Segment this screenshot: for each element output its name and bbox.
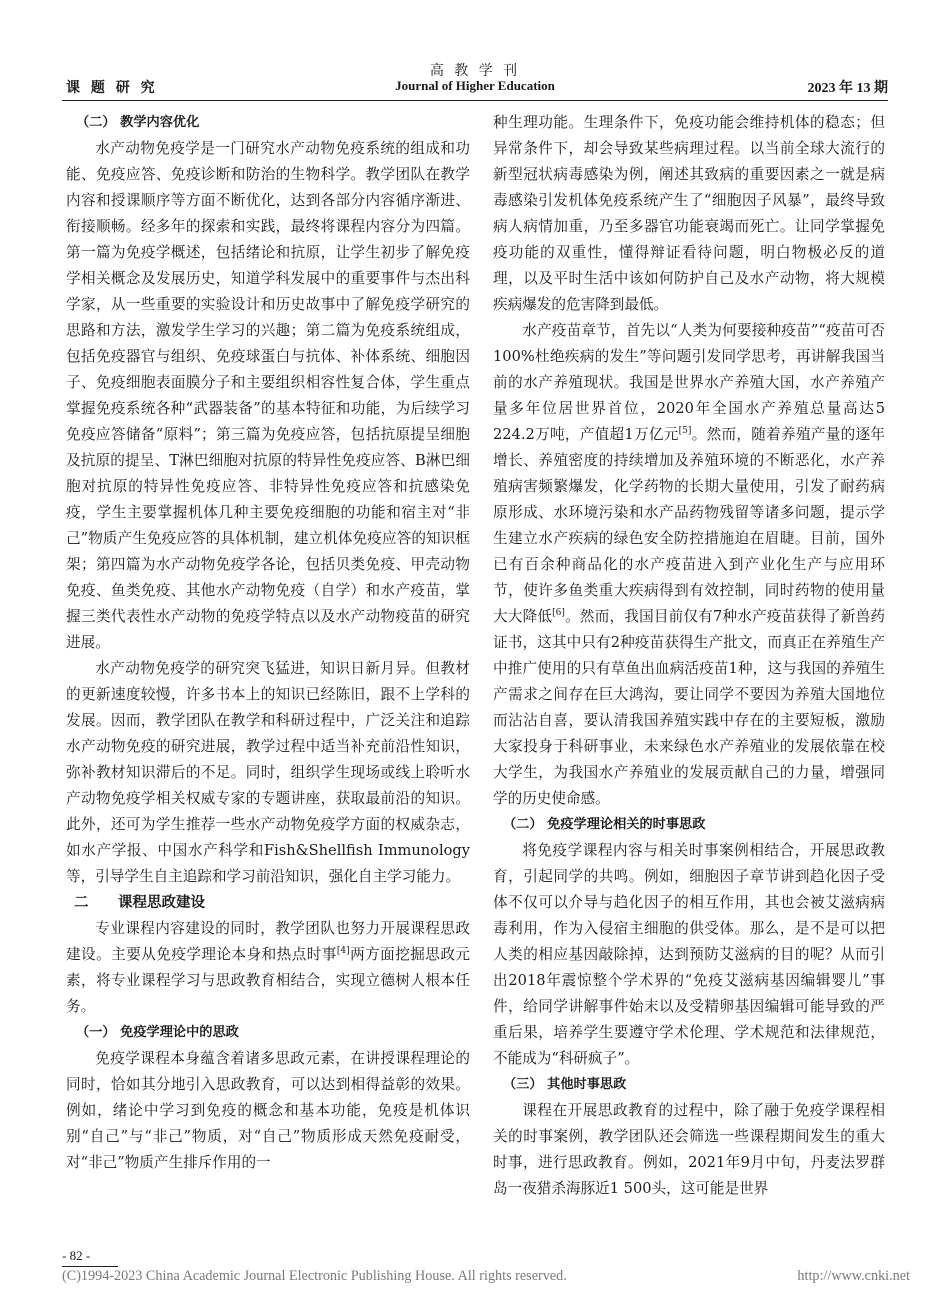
footer-divider [62, 1266, 118, 1267]
heading-text: 课程思政建设 [118, 895, 205, 911]
copyright-footer [62, 1268, 910, 1285]
issue-label: 2023 年 13 期 [807, 81, 888, 96]
section-label: 课 题 研 究 [66, 80, 158, 96]
subheading-theory: （一） 免疫学理论中的思政 [76, 1025, 239, 1040]
paragraph: 专业课程内容建设的同时，教学团队也努力开展课程思政建设。主要从免疫学理论本身和热点时事[4]两方面挖掘思政元素，将专业课程学习与思政教育相结合，实现立德树人根本任务。 [66, 920, 470, 1015]
page-number: - 82 - [62, 1248, 91, 1263]
website-link[interactable]: http://www.cnki.net [797, 1268, 910, 1284]
subheading-teaching-content: （二） 教学内容优化 [76, 115, 200, 130]
subheading-current-events: （二） 免疫学理论相关的时事思政 [503, 817, 706, 832]
page-header [62, 58, 888, 101]
left-column [66, 110, 470, 1176]
heading-number: 二 [74, 895, 89, 911]
right-column [493, 110, 885, 1202]
citation-ref[interactable]: [5] [678, 426, 692, 437]
citation-ref[interactable]: [4] [336, 946, 350, 957]
journal-title-en: Journal of Higher Education [395, 78, 555, 93]
paragraph: 水产疫苗章节，首先以“人类为何要接种疫苗”“疫苗可否100%杜绝疾病的发生”等问题引发同学思考，再讲解我国当前的水产养殖现状。我国是世界水产养殖大国，水产养殖产量多年位居世界首位，2020年全国水产养殖总量高达5 224.2万吨，产值超1万亿元[5]。然而，随着养殖产量的逐年增长、养殖密度的持续增加及养殖环境的不断恶化，水产养殖病害频繁爆发，化学药物的长期大量使用，引发了耐药病原形成、水环境污染和水产品药物残留等诸多问题，提示学生建立水产疾病的绿色安全防控措施迫在眉睫。目前，国外已有百余种商品化的水产疫苗进入到产业化生产与应用环节，使许多鱼类重大疾病得到有效控制，同时药物的使用量大大降低[6]。然而，我国目前仅有7种水产疫苗获得了新兽药证书，这其中只有2种疫苗获得生产批文，而真正在养殖生产中推广使用的只有草鱼出血病活疫苗1种，这与我国的养殖生产需求之间存在巨大鸿沟，要让同学不要因为养殖大国地位而沾沾自喜，要认清我国养殖实践中存在的主要短板，激励大家投身于科研事业，未来绿色水产养殖业的发展依靠在校大学生，为我国水产养殖业的发展贡献自己的力量，增强同学的历史使命感。 [493, 322, 885, 807]
citation-ref[interactable]: [6] [552, 608, 565, 619]
paragraph: 课程在开展思政教育的过程中，除了融于免疫学课程相关的时事案例，教学团队还会筛选一些课程期间发生的重大时事，进行思政教育。例如，2021年9月中旬，丹麦法罗群岛一夜猎杀海豚近1 500头，这可能是世界 [493, 1102, 885, 1197]
journal-title-cn: 高 教 学 刊 [429, 63, 521, 79]
heading-course-ideology [66, 890, 470, 916]
paragraph: 免疫学课程本身蕴含着诸多思政元素，在讲授课程理论的同时，恰如其分地引入思政教育，可以达到相得益彰的效果。例如，绪论中学习到免疫的概念和基本功能，免疫是机体识别“自己”与“非己”物质，对“自己”物质形成天然免疫耐受，对“非己”物质产生排斥作用的一 [66, 1050, 470, 1171]
paragraph: 将免疫学课程内容与相关时事案例相结合，开展思政教育，引起同学的共鸣。例如，细胞因子章节讲到趋化因子受体不仅可以介导与趋化因子的相互作用，其也会被艾滋病病毒利用，作为入侵宿主细胞的供受体。那么，是不是可以把人类的相应基因敲除掉，达到预防艾滋病的目的呢？从而引出2018年震惊整个学术界的“免疫艾滋病基因编辑婴儿”事件，给同学讲解事件始末以及受精卵基因编辑可能导致的严重后果，培养学生要遵守学术伦理、学术规范和法律规范，不能成为“科研疯子”。 [493, 842, 885, 1067]
paragraph: 水产动物免疫学的研究突飞猛进，知识日新月异。但教材的更新速度较慢，许多书本上的知识已经陈旧，跟不上学科的发展。因而，教学团队在教学和科研过程中，广泛关注和追踪水产动物免疫的研究进展，教学过程中适当补充前沿性知识，弥补教材知识滞后的不足。同时，组织学生现场或线上聆听水产动物免疫学相关权威专家的专题讲座，获取最前沿的知识。此外，还可为学生推荐一些水产动物免疫学方面的权威杂志，如水产学报、中国水产科学和Fish&Shellfish Immunology等，引导学生自主追踪和学习前沿知识，强化自主学习能力。 [66, 660, 470, 885]
paragraph: 水产动物免疫学是一门研究水产动物免疫系统的组成和功能、免疫应答、免疫诊断和防治的生物科学。教学团队在教学内容和授课顺序等方面不断优化，达到各部分内容循序渐进、衔接顺畅。经多年的探索和实践，最终将课程内容分为四篇。第一篇为免疫学概述，包括绪论和抗原，让学生初步了解免疫学相关概念及发展历史，知道学科发展中的重要事件与杰出科学家，从一些重要的实验设计和历史故事中了解免疫学研究的思路和方法，激发学生学习的兴趣；第二篇为免疫系统组成，包括免疫器官与组织、免疫球蛋白与抗体、补体系统、细胞因子、免疫细胞表面膜分子和主要组织相容性复合体，学生重点掌握免疫系统各种“武器装备”的基本特征和功能，为后续学习免疫应答储备“原料”；第三篇为免疫应答，包括抗原提呈细胞及抗原的提呈、T淋巴细胞对抗原的特异性免疫应答、B淋巴细胞对抗原的特异性免疫应答、非特异性免疫应答和抗感染免疫，学生主要掌握机体几种主要免疫细胞的功能和宿主对“非己”物质产生免疫应答的具体机制，建立机体免疫应答的知识框架；第四篇为水产动物免疫学各论，包括贝类免疫、甲壳动物免疫、鱼类免疫、其他水产动物免疫（自学）和水产疫苗，掌握三类代表性水产动物的免疫学特点以及水产动物疫苗的研究进展。 [66, 140, 470, 651]
paragraph-continued: 种生理功能。生理条件下，免疫功能会维持机体的稳态；但异常条件下，却会导致某些病理过程。以当前全球大流行的新型冠状病毒感染为例，阐述其致病的重要因素之一就是病毒感染引发机体免疫系统产生了“细胞因子风暴”，最终导致病人病情加重，乃至多器官功能衰竭而死亡。让同学掌握免疫功能的双重性，懂得辩证看待问题，明白物极必反的道理，以及平时生活中该如何防护自己及水产动物，将大规模疾病爆发的危害降到最低。 [493, 114, 885, 313]
copyright-text: (C)1994-2023 China Academic Journal Electronic Publishing House. All rights reserved. [62, 1268, 567, 1284]
subheading-other-events: （三） 其他时事思政 [503, 1077, 627, 1092]
